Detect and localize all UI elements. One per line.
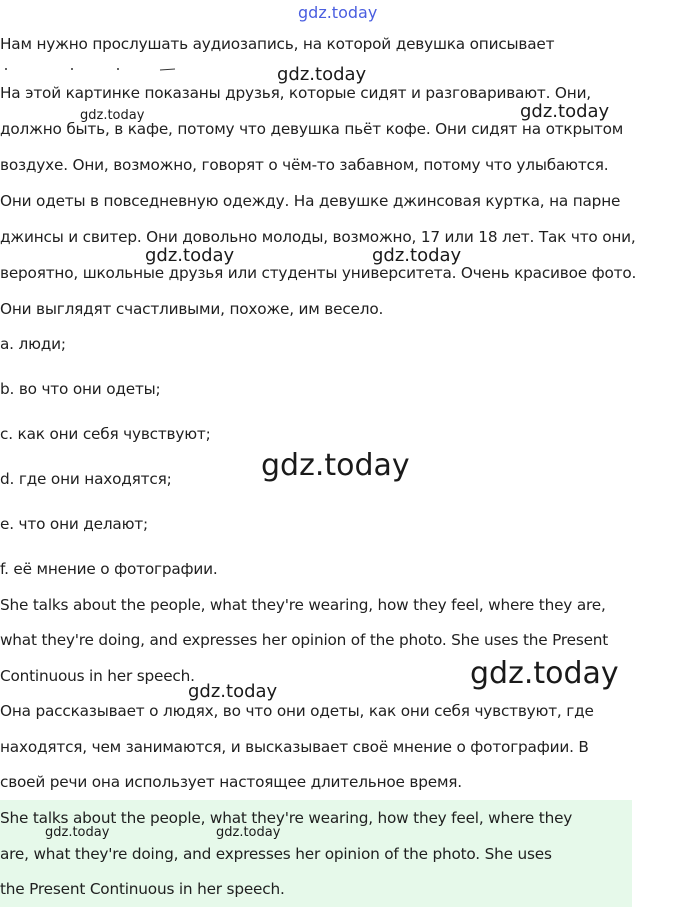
translation-line: находятся, чем занимаются, и высказывает своё мнение о фотографии. В: [0, 738, 589, 756]
watermark: gdz.today: [216, 825, 281, 840]
watermark: gdz.today: [277, 64, 367, 85]
cut-off-text-line: [0, 63, 200, 73]
answer-line: the Present Continuous in her speech.: [0, 880, 285, 898]
list-item: f. её мнение о фотографии.: [0, 560, 218, 578]
watermark-top: gdz.today: [298, 3, 378, 22]
list-item: e. что они делают;: [0, 515, 148, 533]
watermark: gdz.today: [188, 681, 278, 702]
list-item: c. как они себя чувствуют;: [0, 425, 211, 443]
translation-line: Она рассказывает о людях, во что они одеты, как они себя чувствуют, где: [0, 702, 594, 720]
description-line: Они одеты в повседневную одежду. На девушке джинсовая куртка, на парне: [0, 192, 621, 210]
watermark: gdz.today: [372, 245, 462, 266]
description-line: вероятно, школьные друзья или студенты университета. Очень красивое фото.: [0, 264, 637, 282]
list-item: b. во что они одеты;: [0, 380, 161, 398]
answer-line: are, what they're doing, and expresses her opinion of the photo. She uses: [0, 845, 552, 863]
english-line: She talks about the people, what they're wearing, how they feel, where they are,: [0, 596, 606, 614]
watermark: gdz.today: [470, 656, 619, 691]
list-item: d. где они находятся;: [0, 470, 172, 488]
description-line: должно быть, в кафе, потому что девушка пьёт кофе. Они сидят на открытом: [0, 120, 624, 138]
watermark: gdz.today: [45, 825, 110, 840]
description-line: Они выглядят счастливыми, похоже, им весело.: [0, 300, 384, 318]
watermark: gdz.today: [520, 101, 610, 122]
english-line: what they're doing, and expresses her opinion of the photo. She uses the Present: [0, 631, 609, 649]
watermark: gdz.today: [261, 448, 410, 483]
english-line: Continuous in her speech.: [0, 667, 195, 685]
watermark: gdz.today: [80, 108, 145, 123]
answer-line: She talks about the people, what they're wearing, how they feel, where they: [0, 809, 573, 827]
list-item: a. люди;: [0, 335, 66, 353]
description-line: джинсы и свитер. Они довольно молоды, возможно, 17 или 18 лет. Так что они,: [0, 228, 636, 246]
watermark: gdz.today: [145, 245, 235, 266]
description-line: На этой картинке показаны друзья, которые сидят и разговаривают. Они,: [0, 84, 591, 102]
intro-line: Нам нужно прослушать аудиозапись, на которой девушка описывает: [0, 35, 555, 53]
translation-line: своей речи она использует настоящее длительное время.: [0, 773, 462, 791]
description-line: воздухе. Они, возможно, говорят о чём-то забавном, потому что улыбаются.: [0, 156, 609, 174]
